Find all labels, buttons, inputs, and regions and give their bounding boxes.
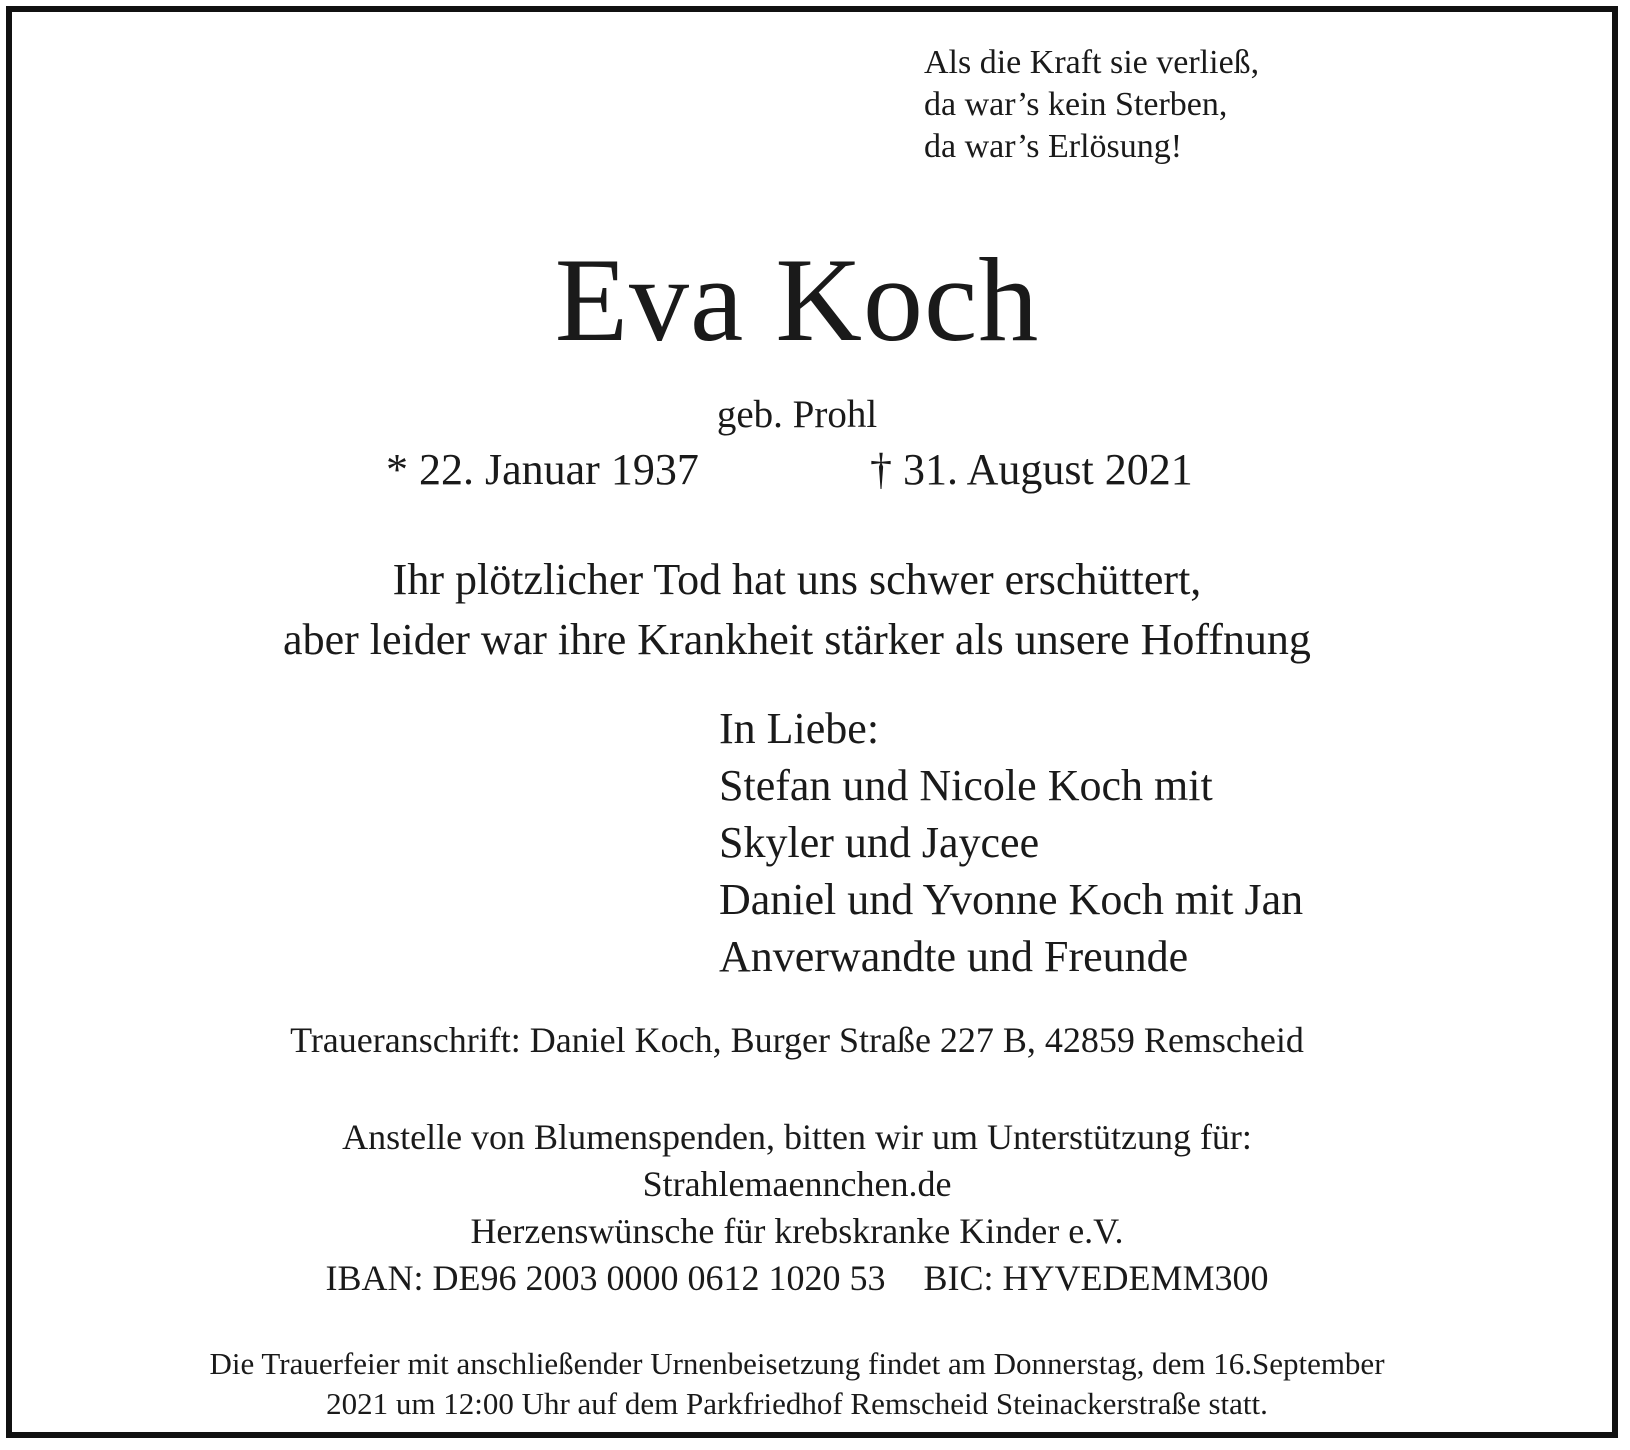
message-line: Ihr plötzlicher Tod hat uns schwer erschüttert, [392,555,1202,604]
donation-website: Strahlemaennchen.de [642,1164,952,1204]
condolence-message [12,550,1612,670]
poem-line: Als die Kraft sie verließ, [924,44,1260,81]
iban: IBAN: DE96 2003 0000 0612 1020 53 [325,1258,886,1298]
poem [924,42,1259,168]
deceased-name: Eva Koch [554,233,1040,366]
birth-date: * 22. Januar 1937 [386,445,699,494]
family-heading: In Liebe: [719,704,880,753]
bic: BIC: HYVEDEMM300 [923,1258,1269,1298]
donation-organization: Herzenswünsche für krebskranke Kinder e.V. [470,1211,1124,1251]
donation-info [12,1114,1612,1302]
maiden-name-row [12,392,1612,438]
ceremony-line: 2021 um 12:00 Uhr auf dem Parkfriedhof Remscheid Steinackerstraße statt. [326,1386,1268,1421]
deceased-name-row [12,230,1612,370]
message-line: aber leider war ihre Krankheit stärker als unsere Hoffnung [283,615,1311,664]
death-date: † 31. August 2021 [870,445,1193,494]
family-member: Skyler und Jaycee [719,818,1040,867]
ceremony-info [12,1344,1612,1424]
family-member: Daniel und Yvonne Koch mit Jan [719,875,1304,924]
donation-intro: Anstelle von Blumenspenden, bitten wir um Unterstützung für: [342,1117,1252,1157]
bank-details [0,1255,1597,1302]
mourning-address [12,1018,1612,1062]
obituary-notice [6,6,1618,1438]
poem-line: da war’s Erlösung! [924,128,1183,165]
maiden-name: geb. Prohl [716,393,878,436]
address-text: Traueranschrift: Daniel Koch, Burger Straße 227 B, 42859 Remscheid [290,1020,1304,1060]
family-member: Anverwandte und Freunde [719,932,1189,981]
family-list [719,700,1303,985]
family-member: Stefan und Nicole Koch mit [719,761,1213,810]
poem-line: da war’s kein Sterben, [924,86,1228,123]
ceremony-line: Die Trauerfeier mit anschließender Urnenbeisetzung findet am Donnerstag, dem 16.September [209,1346,1385,1381]
